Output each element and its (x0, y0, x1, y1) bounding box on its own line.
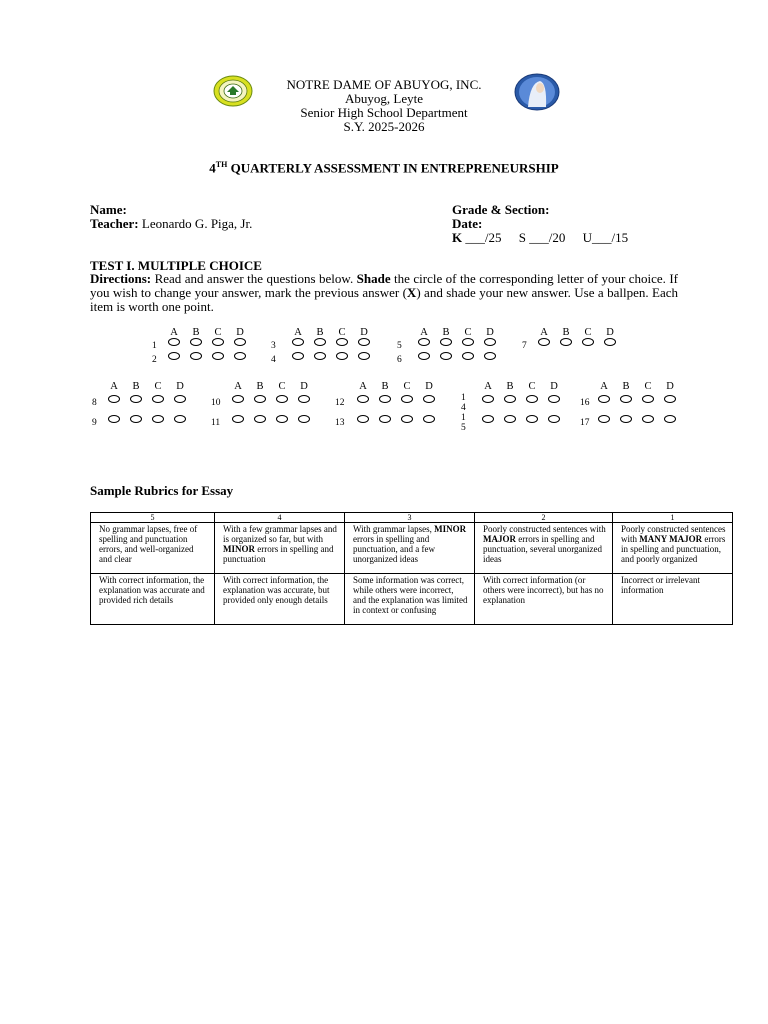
item-number: 5 (461, 423, 466, 433)
choice-letter-d: D (360, 327, 368, 338)
choice-letter-c: C (584, 327, 592, 338)
answer-bubble-12-c[interactable] (401, 395, 413, 403)
item-number: 1 (152, 341, 157, 351)
answer-bubble-15-b[interactable] (504, 415, 516, 423)
answer-bubble-14-b[interactable] (504, 395, 516, 403)
student-info (90, 203, 252, 231)
answer-bubble-13-a[interactable] (357, 415, 369, 423)
choice-letter-b: B (381, 381, 389, 392)
test-title: TEST I. MULTIPLE CHOICE (90, 258, 262, 273)
choice-letter-a: A (234, 381, 242, 392)
answer-bubble-7-a[interactable] (538, 338, 550, 346)
choice-letter-d: D (666, 381, 674, 392)
answer-bubble-5-d[interactable] (484, 338, 496, 346)
rubric-cell: Poorly constructed sentences with MAJOR errors in spelling and punctuation, several unorganized ideas (475, 523, 613, 574)
answer-bubble-12-a[interactable] (357, 395, 369, 403)
rubric-table (90, 512, 733, 625)
choice-letter-a: A (484, 381, 492, 392)
answer-bubble-11-d[interactable] (298, 415, 310, 423)
rubric-header-row (91, 513, 733, 523)
score-line: K ___/25 S ___/20 U___/15 (452, 230, 629, 245)
answer-bubble-2-a[interactable] (168, 352, 180, 360)
answer-bubble-5-b[interactable] (440, 338, 452, 346)
answer-bubble-6-d[interactable] (484, 352, 496, 360)
choice-letter-d: D (606, 327, 614, 338)
choice-letter-c: C (644, 381, 652, 392)
choice-letter-c: C (214, 327, 222, 338)
answer-bubble-2-c[interactable] (212, 352, 224, 360)
school-header (0, 78, 768, 134)
choice-letter-b: B (316, 327, 324, 338)
answer-bubble-3-a[interactable] (292, 338, 304, 346)
choice-letter-c: C (278, 381, 286, 392)
item-number: 9 (92, 418, 97, 428)
answer-bubble-3-b[interactable] (314, 338, 326, 346)
item-number: 17 (580, 418, 590, 428)
rubric-cell: With correct information (or others were incorrect), but has no explanation (475, 574, 613, 625)
rubric-cell: With correct information, the explanation was accurate, but provided only enough details (215, 574, 345, 625)
choice-letter-c: C (154, 381, 162, 392)
rubric-cell: With grammar lapses, MINOR errors in spelling and punctuation, and a few unorganized ideas (345, 523, 475, 574)
rubric-cell: With a few grammar lapses and is organized so far, but with MINOR errors in spelling and punctuation (215, 523, 345, 574)
item-number: 1 (461, 393, 466, 403)
answer-bubble-4-b[interactable] (314, 352, 326, 360)
choice-letter-b: B (192, 327, 200, 338)
rubric-cell: Poorly constructed sentences with MANY MAJOR errors in spelling and punctuation, and poorly organized (613, 523, 733, 574)
answer-bubble-1-a[interactable] (168, 338, 180, 346)
rubric-cell: Incorrect or irrelevant information (613, 574, 733, 625)
item-number: 10 (211, 398, 221, 408)
item-number: 12 (335, 398, 345, 408)
choice-letter-d: D (486, 327, 494, 338)
choice-letter-d: D (550, 381, 558, 392)
answer-bubble-15-d[interactable] (548, 415, 560, 423)
answer-bubble-2-d[interactable] (234, 352, 246, 360)
date-label: Date: (452, 216, 483, 231)
answer-bubble-9-a[interactable] (108, 415, 120, 423)
answer-bubble-14-d[interactable] (548, 395, 560, 403)
answer-bubble-9-c[interactable] (152, 415, 164, 423)
answer-bubble-10-b[interactable] (254, 395, 266, 403)
answer-bubble-9-d[interactable] (174, 415, 186, 423)
rubric-cell: With correct information, the explanation was accurate and provided rich details (91, 574, 215, 625)
answer-bubble-12-b[interactable] (379, 395, 391, 403)
grade-section-label: Grade & Section: (452, 202, 550, 217)
choice-letter-b: B (562, 327, 570, 338)
school-department: Senior High School Department (300, 105, 468, 120)
grade-info (452, 203, 628, 245)
answer-bubble-8-a[interactable] (108, 395, 120, 403)
answer-bubble-6-c[interactable] (462, 352, 474, 360)
choice-letter-d: D (236, 327, 244, 338)
answer-bubble-13-c[interactable] (401, 415, 413, 423)
answer-bubble-15-c[interactable] (526, 415, 538, 423)
rubric-row-grammar (91, 523, 733, 574)
choice-letter-b: B (506, 381, 514, 392)
choice-letter-c: C (528, 381, 536, 392)
answer-bubble-11-c[interactable] (276, 415, 288, 423)
answer-bubble-15-a[interactable] (482, 415, 494, 423)
answer-bubble-5-c[interactable] (462, 338, 474, 346)
answer-bubble-1-c[interactable] (212, 338, 224, 346)
answer-bubble-1-b[interactable] (190, 338, 202, 346)
answer-bubble-4-a[interactable] (292, 352, 304, 360)
item-number: 1 (461, 413, 466, 423)
rubric-cell: Some information was correct, while others were incorrect, and the explanation was limited in context or confusing (345, 574, 475, 625)
item-number: 16 (580, 398, 590, 408)
choice-letter-a: A (600, 381, 608, 392)
score-header: 4 (215, 513, 345, 523)
answer-bubble-4-c[interactable] (336, 352, 348, 360)
choice-letter-b: B (622, 381, 630, 392)
answer-bubble-3-c[interactable] (336, 338, 348, 346)
teacher-line: Teacher: Leonardo G. Piga, Jr. (90, 216, 253, 231)
choice-letter-a: A (110, 381, 118, 392)
answer-bubble-16-c[interactable] (642, 395, 654, 403)
item-number: 3 (271, 341, 276, 351)
answer-bubble-1-d[interactable] (234, 338, 246, 346)
answer-bubble-16-b[interactable] (620, 395, 632, 403)
rubric-cell: No grammar lapses, free of spelling and punctuation errors, and well-organized and clear (91, 523, 215, 574)
choice-letter-c: C (464, 327, 472, 338)
choice-letter-b: B (442, 327, 450, 338)
answer-bubble-7-b[interactable] (560, 338, 572, 346)
score-header: 5 (91, 513, 215, 523)
score-header: 3 (345, 513, 475, 523)
answer-bubble-12-d[interactable] (423, 395, 435, 403)
answer-bubble-17-b[interactable] (620, 415, 632, 423)
item-number: 6 (397, 355, 402, 365)
school-location: Abuyog, Leyte (345, 91, 423, 106)
answer-bubble-11-a[interactable] (232, 415, 244, 423)
rubric-title: Sample Rubrics for Essay (90, 483, 234, 498)
choice-letter-b: B (256, 381, 264, 392)
answer-bubble-4-d[interactable] (358, 352, 370, 360)
choice-letter-a: A (540, 327, 548, 338)
answer-bubble-11-b[interactable] (254, 415, 266, 423)
answer-bubble-8-c[interactable] (152, 395, 164, 403)
answer-bubble-16-d[interactable] (664, 395, 676, 403)
score-header: 2 (475, 513, 613, 523)
choice-letter-b: B (132, 381, 140, 392)
directions-text: Directions: Read and answer the questions below. Shade the circle of the corresponding letter of your choice. If you wish to change your answer, mark the previous answer (X) and shade your new answer. Use a ballpen. Each item is worth one point. (90, 271, 678, 314)
rubric-row-content (91, 574, 733, 625)
answer-bubble-17-c[interactable] (642, 415, 654, 423)
score-header: 1 (613, 513, 733, 523)
answer-bubble-6-b[interactable] (440, 352, 452, 360)
choice-letter-d: D (176, 381, 184, 392)
choice-letter-a: A (420, 327, 428, 338)
answer-bubble-10-d[interactable] (298, 395, 310, 403)
answer-bubble-5-a[interactable] (418, 338, 430, 346)
choice-letter-d: D (425, 381, 433, 392)
assessment-title: 4TH QUARTERLY ASSESSMENT IN ENTREPRENEURSHIP (209, 160, 559, 176)
choice-letter-a: A (294, 327, 302, 338)
answer-bubble-17-a[interactable] (598, 415, 610, 423)
answer-bubble-3-d[interactable] (358, 338, 370, 346)
item-number: 4 (461, 403, 466, 413)
item-number: 13 (335, 418, 345, 428)
answer-bubble-17-d[interactable] (664, 415, 676, 423)
school-year: S.Y. 2025-2026 (343, 119, 425, 134)
answer-bubble-7-c[interactable] (582, 338, 594, 346)
item-number: 8 (92, 398, 97, 408)
school-name: NOTRE DAME OF ABUYOG, INC. (286, 77, 482, 92)
item-number: 5 (397, 341, 402, 351)
answer-bubble-10-c[interactable] (276, 395, 288, 403)
item-number: 7 (522, 341, 527, 351)
answer-bubble-16-a[interactable] (598, 395, 610, 403)
item-number: 11 (211, 418, 221, 428)
choice-letter-c: C (403, 381, 411, 392)
answer-bubble-13-d[interactable] (423, 415, 435, 423)
choice-letter-d: D (300, 381, 308, 392)
answer-bubble-8-b[interactable] (130, 395, 142, 403)
answer-bubble-14-a[interactable] (482, 395, 494, 403)
choice-letter-a: A (359, 381, 367, 392)
answer-bubble-2-b[interactable] (190, 352, 202, 360)
choice-letter-c: C (338, 327, 346, 338)
answer-bubble-9-b[interactable] (130, 415, 142, 423)
answer-bubble-10-a[interactable] (232, 395, 244, 403)
answer-bubble-6-a[interactable] (418, 352, 430, 360)
answer-bubble-13-b[interactable] (379, 415, 391, 423)
item-number: 4 (271, 355, 276, 365)
answer-bubble-7-d[interactable] (604, 338, 616, 346)
choice-letter-a: A (170, 327, 178, 338)
answer-bubble-8-d[interactable] (174, 395, 186, 403)
name-label: Name: (90, 202, 127, 217)
answer-bubble-14-c[interactable] (526, 395, 538, 403)
item-number: 2 (152, 355, 157, 365)
